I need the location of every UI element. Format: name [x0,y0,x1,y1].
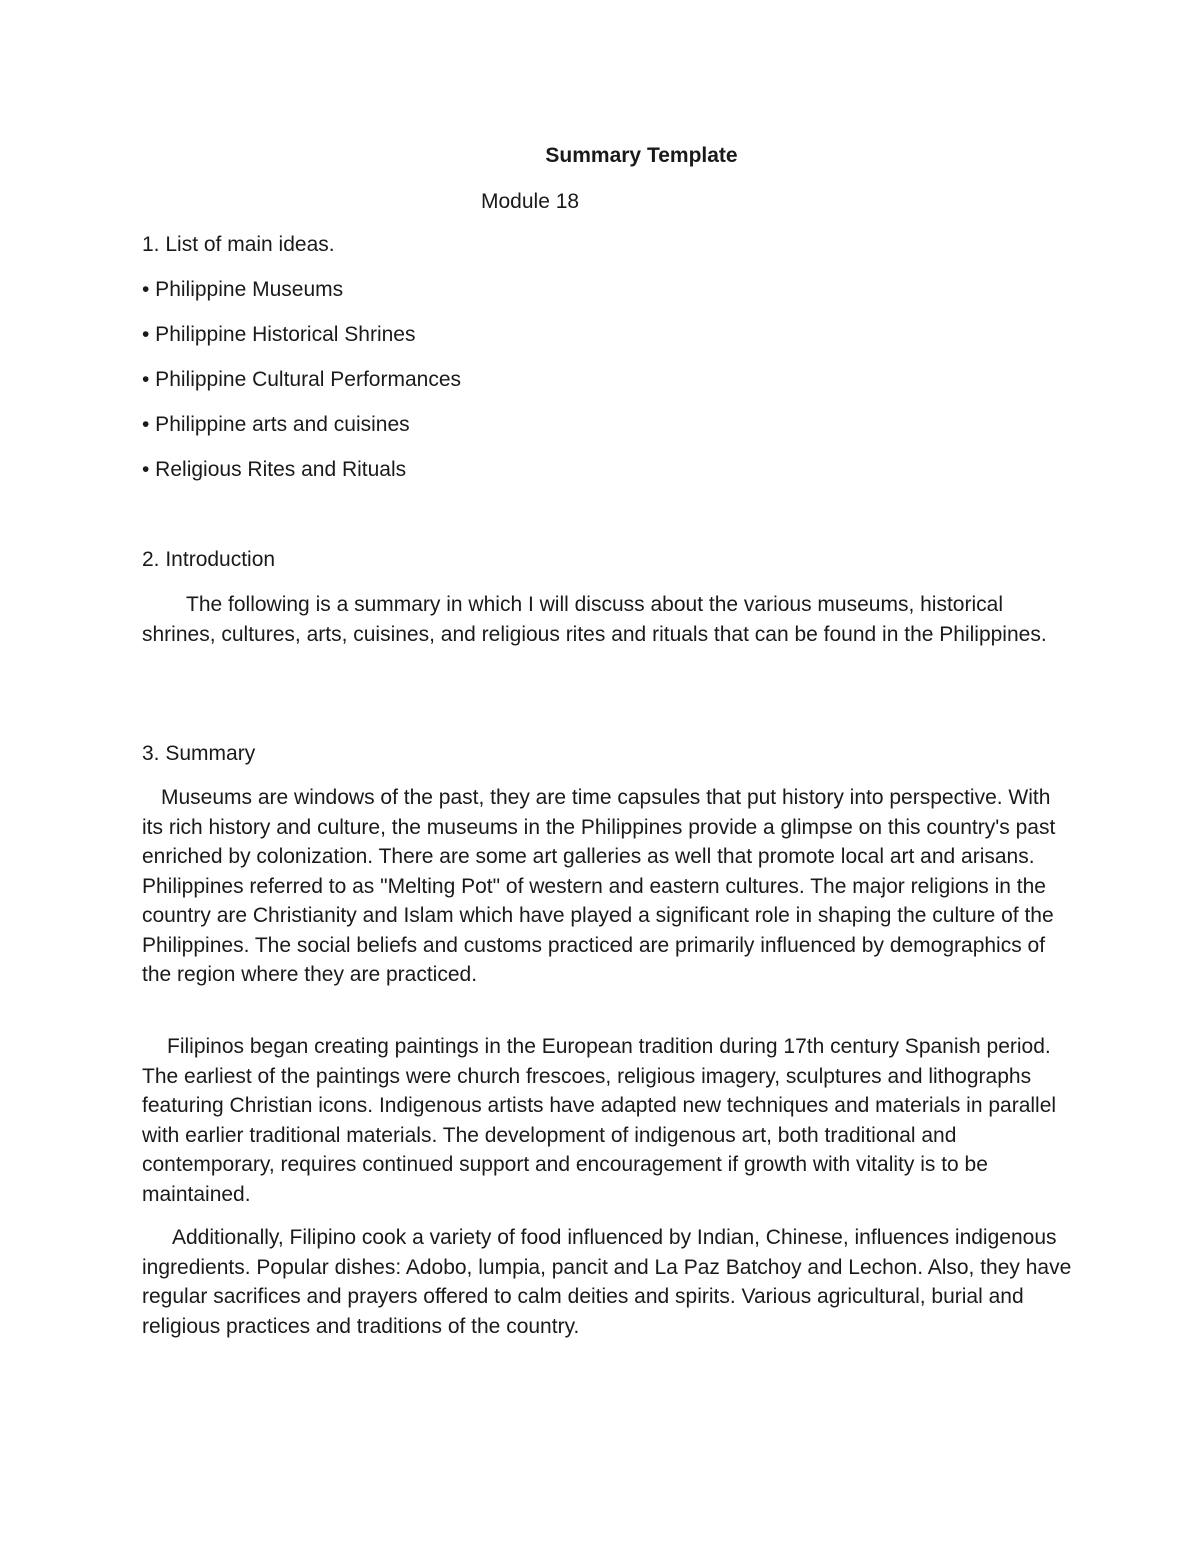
main-idea-item: • Philippine arts and cuisines [142,413,410,436]
summary-heading: 3. Summary [142,742,256,765]
main-idea-item: • Philippine Cultural Performances [142,368,461,391]
main-idea-item: • Philippine Museums [142,278,344,301]
main-idea-item: • Religious Rites and Rituals [142,458,407,481]
summary-paragraph-3: Additionally, Filipino cook a variety of food influenced by Indian, Chinese, influences indigenous ingredients. Popular dishes: Adobo, lumpia, pancit and La Paz Batchoy and Lechon. Also, they have regular sacrifices and prayers offered to calm deities and spirits. Various agricultural, burial and religious practices and traditions of the country. [142,1226,1072,1338]
summary-paragraph-1: Museums are windows of the past, they are time capsules that put history into perspective. With its rich history and culture, the museums in the Philippines provide a glimpse on this country's past enriched by colonization. There are some art galleries as well that promote local art and arisans. Philippines referred to as "Melting Pot" of western and eastern cultures. The major religions in the country are Christianity and Islam which have played a significant role in shaping the culture of the Philippines. The social beliefs and customs practiced are primarily influenced by demographics of the region where they are practiced. [142,786,1056,986]
document-title: Summary Template [545,144,738,167]
module-label: Module 18 [481,190,580,213]
introduction-heading: 2. Introduction [142,548,276,571]
introduction-paragraph: The following is a summary in which I will discuss about the various museums, historical shrines, cultures, arts, cuisines, and religious rites and rituals that can be found in the Philippines. [142,593,1047,646]
main-ideas-heading: 1. List of main ideas. [142,233,335,256]
main-idea-item: • Philippine Historical Shrines [142,323,416,346]
summary-paragraph-2: Filipinos began creating paintings in the European tradition during 17th century Spanish period. The earliest of the paintings were church frescoes, religious imagery, sculptures and lithographs featuring Christian icons. Indigenous artists have adapted new techniques and materials in parallel with earlier traditional materials. The development of indigenous art, both traditional and contemporary, requires continued support and encouragement if growth with vitality is to be maintained. [142,1035,1057,1206]
